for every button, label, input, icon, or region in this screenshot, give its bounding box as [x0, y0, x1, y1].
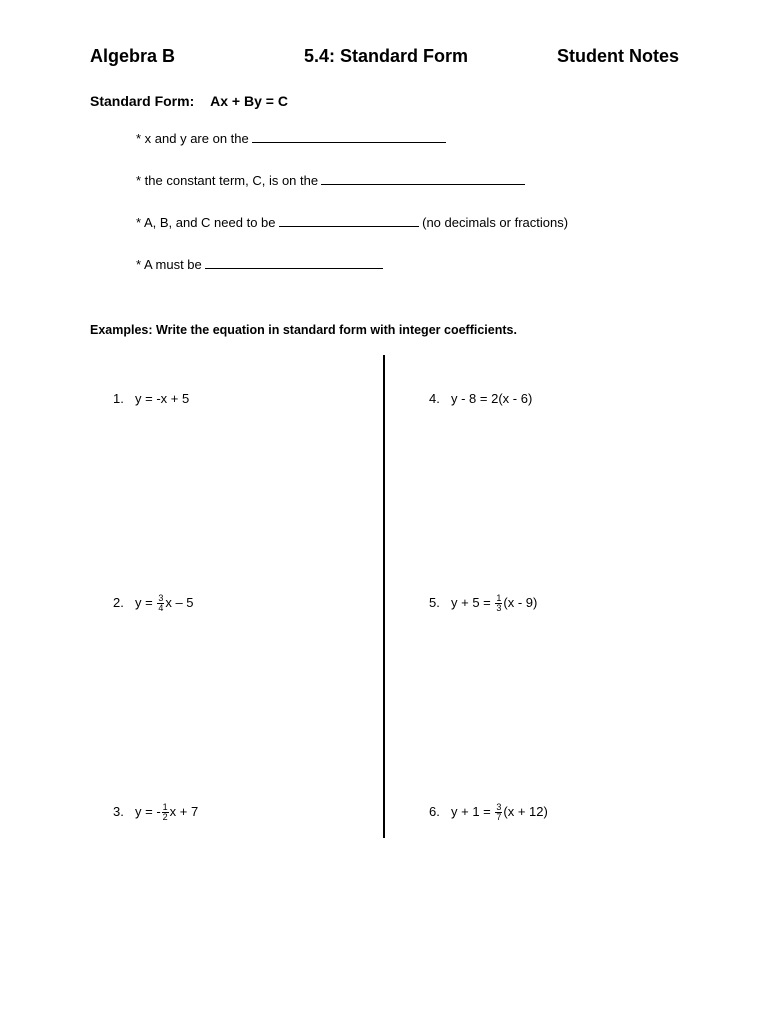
standard-form-equation: Ax + By = C — [210, 93, 288, 109]
standard-form-heading — [90, 93, 288, 109]
fraction-numerator: 1 — [162, 802, 168, 812]
problem-equation-start: y = - — [135, 803, 161, 819]
fill-in-blank[interactable] — [279, 214, 419, 227]
fraction — [162, 803, 169, 822]
fraction-numerator: 3 — [158, 593, 164, 603]
bullet-item — [136, 130, 446, 146]
fraction-numerator: 1 — [496, 593, 502, 603]
bullet-item — [136, 214, 568, 230]
fill-in-blank[interactable] — [252, 130, 446, 143]
problem-3 — [113, 803, 198, 822]
standard-form-label: Standard Form: — [90, 93, 195, 109]
problem-4 — [429, 391, 532, 406]
problem-2 — [113, 594, 194, 613]
problem-equation: y - 8 = 2(x - 6) — [451, 391, 533, 406]
fraction-denominator: 3 — [496, 603, 502, 613]
examples-heading: Examples: Write the equation in standard form with integer coefficients. — [90, 323, 517, 337]
course-title: Algebra B — [90, 46, 176, 66]
problem-number: 6. — [429, 803, 440, 819]
bullet-text: * the constant term, C, is on the — [136, 173, 319, 188]
fraction — [157, 594, 164, 613]
fill-in-blank[interactable] — [321, 172, 525, 185]
problem-number: 2. — [113, 594, 124, 610]
fraction — [495, 803, 502, 822]
problem-5 — [429, 594, 537, 613]
problem-number: 1. — [113, 391, 124, 406]
bullet-suffix: (no decimals or fractions) — [422, 215, 569, 230]
problem-1 — [113, 391, 189, 406]
lesson-title: 5.4: Standard Form — [304, 46, 469, 66]
problem-equation-start: y + 5 = — [451, 594, 495, 610]
problem-equation-end: (x - 9) — [503, 594, 538, 610]
problem-equation-end: (x + 12) — [503, 803, 548, 819]
problem-number: 3. — [113, 803, 124, 819]
column-divider — [383, 355, 385, 838]
problem-equation: y = -x + 5 — [135, 391, 190, 406]
problem-number: 4. — [429, 391, 440, 406]
fraction-numerator: 3 — [496, 802, 502, 812]
fraction-denominator: 2 — [162, 812, 168, 822]
fill-in-blank[interactable] — [205, 256, 383, 269]
problem-equation-start: y = — [135, 594, 157, 610]
fraction-denominator: 4 — [158, 603, 164, 613]
bullet-item — [136, 256, 383, 272]
fraction-denominator: 7 — [496, 812, 502, 822]
problem-equation-end: x – 5 — [165, 594, 194, 610]
problem-6 — [429, 803, 548, 822]
bullet-item — [136, 172, 525, 188]
problem-equation-end: x + 7 — [169, 803, 199, 819]
notes-type: Student Notes — [557, 46, 680, 66]
problem-equation-start: y + 1 = — [451, 803, 495, 819]
fraction — [495, 594, 502, 613]
bullet-text: * A, B, and C need to be — [136, 215, 276, 230]
bullet-text: * x and y are on the — [136, 131, 249, 146]
problem-number: 5. — [429, 594, 440, 610]
bullet-text: * A must be — [136, 257, 202, 272]
